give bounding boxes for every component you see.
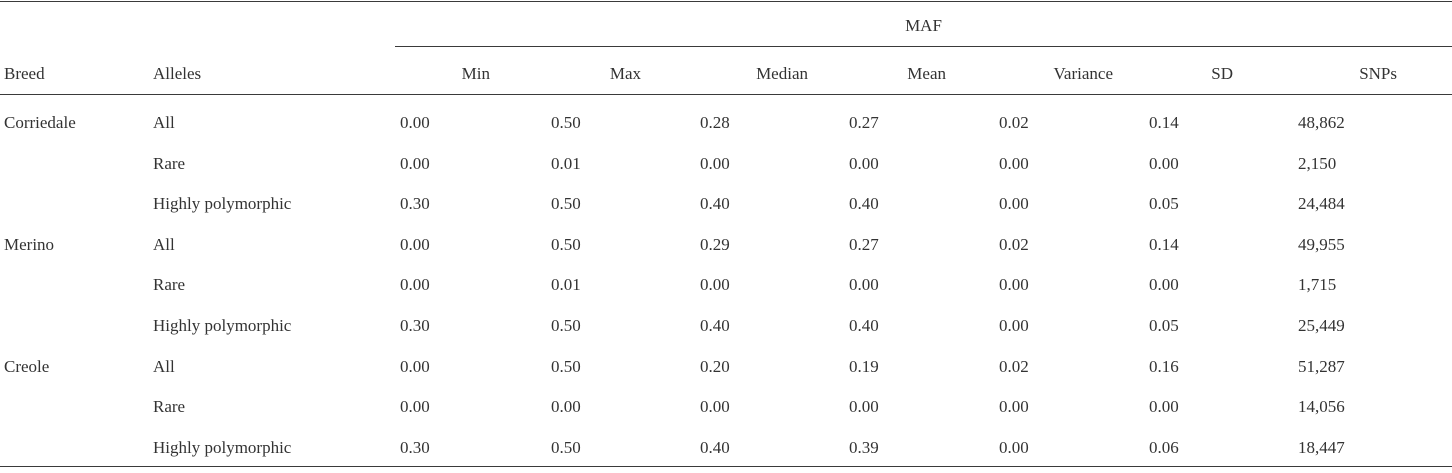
cell-snps: 24,484	[1298, 194, 1345, 213]
cell-max: 0.01	[551, 154, 581, 173]
cell-variance: 0.02	[999, 113, 1029, 132]
cell-mean: 0.27	[849, 113, 879, 132]
cell-median: 0.00	[700, 275, 730, 294]
cell-snps: 25,449	[1298, 316, 1345, 335]
cell-snps: 2,150	[1298, 154, 1337, 173]
cell-alleles: Highly polymorphic	[153, 194, 292, 213]
cell-median: 0.40	[700, 194, 730, 213]
cell-max: 0.50	[551, 438, 581, 457]
cell-variance: 0.00	[999, 275, 1029, 294]
cell-sd: 0.00	[1149, 275, 1179, 294]
cell-snps: 14,056	[1298, 397, 1345, 416]
cell-sd: 0.14	[1149, 113, 1179, 132]
cell-min: 0.00	[400, 235, 430, 254]
maf-group-rule	[395, 46, 1452, 47]
cell-breed: Creole	[4, 357, 50, 376]
cell-median: 0.29	[700, 235, 730, 254]
cell-variance: 0.00	[999, 438, 1029, 457]
cell-alleles: Rare	[153, 275, 186, 294]
cell-alleles: Rare	[153, 397, 186, 416]
cell-variance: 0.00	[999, 397, 1029, 416]
column-header-min: Min	[461, 64, 490, 83]
cell-max: 0.50	[551, 113, 581, 132]
column-header-median: Median	[756, 64, 808, 83]
cell-snps: 48,862	[1298, 113, 1345, 132]
cell-max: 0.00	[551, 397, 581, 416]
cell-snps: 18,447	[1298, 438, 1345, 457]
cell-sd: 0.00	[1149, 397, 1179, 416]
cell-snps: 51,287	[1298, 357, 1345, 376]
maf-group-header: MAF	[905, 16, 942, 35]
cell-sd: 0.06	[1149, 438, 1179, 457]
column-header-alleles: Alleles	[153, 64, 202, 83]
cell-min: 0.30	[400, 316, 430, 335]
cell-sd: 0.00	[1149, 154, 1179, 173]
cell-alleles: All	[153, 357, 175, 376]
cell-max: 0.50	[551, 316, 581, 335]
cell-snps: 1,715	[1298, 275, 1337, 294]
cell-alleles: Highly polymorphic	[153, 438, 292, 457]
cell-mean: 0.40	[849, 194, 879, 213]
column-header-breed: Breed	[4, 64, 45, 83]
cell-alleles: All	[153, 235, 175, 254]
column-header-snps: SNPs	[1359, 64, 1397, 83]
cell-sd: 0.16	[1149, 357, 1179, 376]
column-header-variance: Variance	[1053, 64, 1113, 83]
cell-median: 0.28	[700, 113, 730, 132]
cell-variance: 0.00	[999, 316, 1029, 335]
cell-max: 0.01	[551, 275, 581, 294]
cell-sd: 0.14	[1149, 235, 1179, 254]
cell-min: 0.00	[400, 357, 430, 376]
table-bottom-rule	[0, 466, 1452, 467]
cell-breed: Merino	[4, 235, 55, 254]
cell-mean: 0.40	[849, 316, 879, 335]
cell-variance: 0.00	[999, 154, 1029, 173]
cell-min: 0.30	[400, 194, 430, 213]
cell-max: 0.50	[551, 235, 581, 254]
cell-min: 0.00	[400, 154, 430, 173]
cell-min: 0.30	[400, 438, 430, 457]
cell-min: 0.00	[400, 397, 430, 416]
cell-alleles: All	[153, 113, 175, 132]
table-top-rule	[0, 1, 1452, 2]
cell-variance: 0.00	[999, 194, 1029, 213]
cell-median: 0.20	[700, 357, 730, 376]
cell-median: 0.40	[700, 438, 730, 457]
cell-breed: Corriedale	[4, 113, 76, 132]
cell-min: 0.00	[400, 275, 430, 294]
cell-mean: 0.00	[849, 154, 879, 173]
cell-mean: 0.19	[849, 357, 879, 376]
cell-mean: 0.27	[849, 235, 879, 254]
column-header-mean: Mean	[907, 64, 946, 83]
cell-sd: 0.05	[1149, 316, 1179, 335]
cell-max: 0.50	[551, 194, 581, 213]
cell-sd: 0.05	[1149, 194, 1179, 213]
cell-mean: 0.39	[849, 438, 879, 457]
cell-mean: 0.00	[849, 397, 879, 416]
cell-median: 0.00	[700, 154, 730, 173]
cell-variance: 0.02	[999, 357, 1029, 376]
column-header-sd: SD	[1211, 64, 1233, 83]
cell-alleles: Rare	[153, 154, 186, 173]
header-rule	[0, 94, 1452, 95]
cell-alleles: Highly polymorphic	[153, 316, 292, 335]
cell-median: 0.00	[700, 397, 730, 416]
cell-mean: 0.00	[849, 275, 879, 294]
cell-snps: 49,955	[1298, 235, 1345, 254]
cell-variance: 0.02	[999, 235, 1029, 254]
cell-max: 0.50	[551, 357, 581, 376]
column-header-max: Max	[609, 64, 641, 83]
cell-median: 0.40	[700, 316, 730, 335]
cell-min: 0.00	[400, 113, 430, 132]
